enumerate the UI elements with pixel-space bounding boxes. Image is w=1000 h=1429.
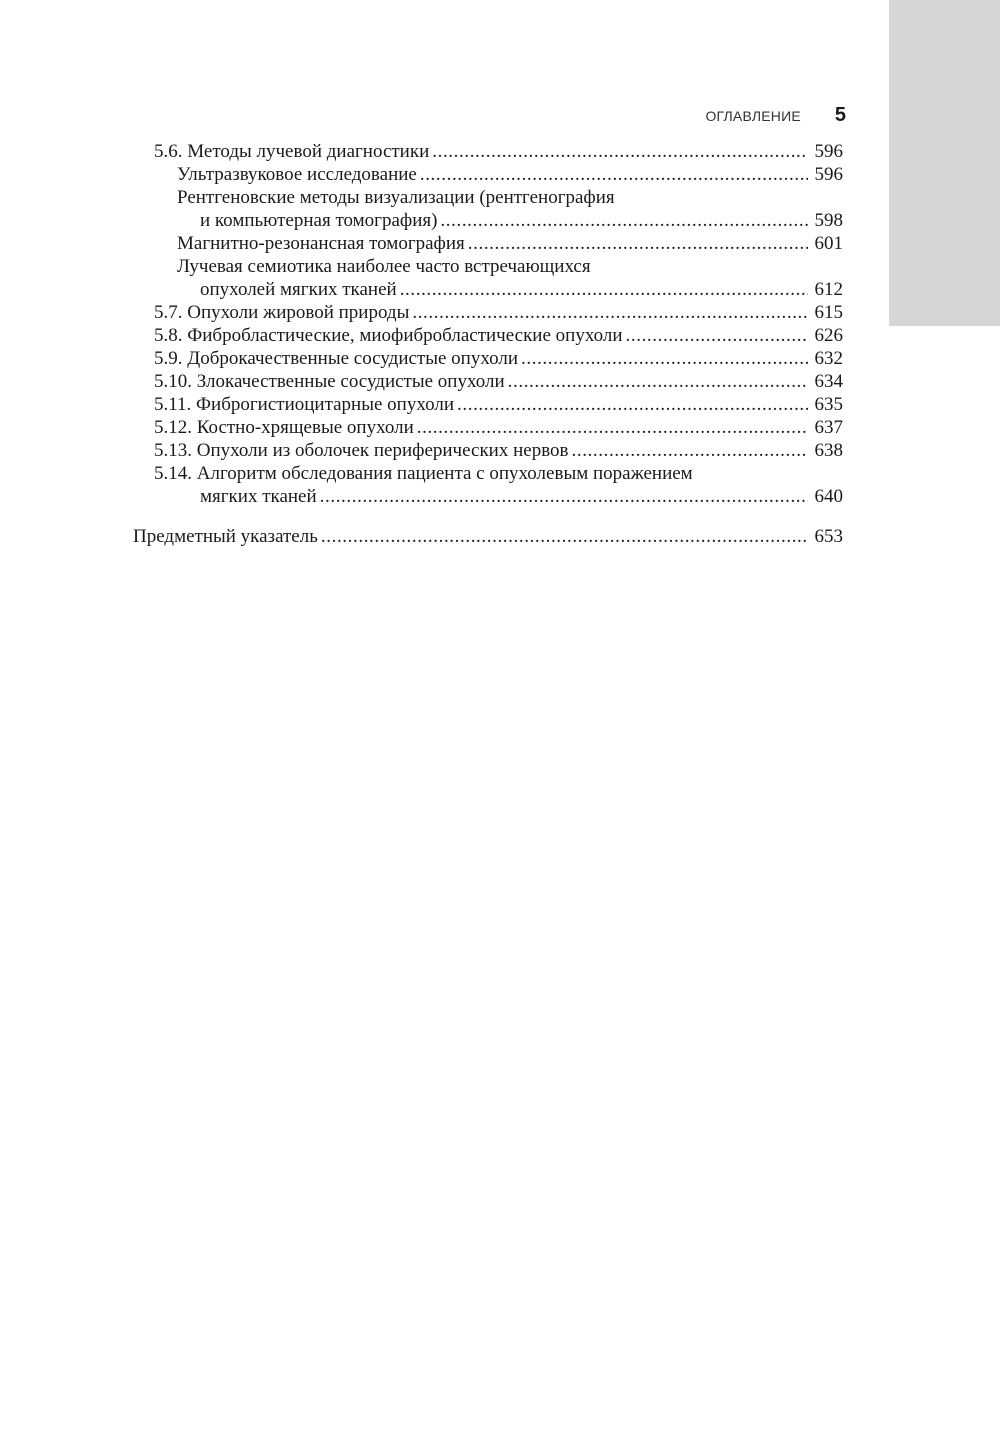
toc-page-number: 615 — [814, 302, 843, 323]
toc-entry-title: Рентгеновские методы визуализации (рентгенография — [177, 187, 615, 208]
toc-entry-continued — [133, 255, 843, 278]
toc-entry[interactable] — [133, 301, 843, 324]
toc-page-number: 596 — [814, 164, 843, 185]
toc-entry-title: 5.7. Опухоли жировой природы — [154, 302, 410, 323]
toc-page-number: 640 — [814, 486, 843, 507]
toc-entry-title: и компьютерная томография) — [200, 210, 438, 231]
toc-dot-leader — [400, 278, 808, 301]
toc-dot-leader — [572, 439, 808, 462]
toc-entry-title: Предметный указатель — [133, 526, 318, 547]
toc-dot-leader — [468, 232, 808, 255]
toc-entry[interactable] — [133, 278, 843, 301]
toc-entry[interactable] — [133, 209, 843, 232]
toc-entry-title: 5.9. Доброкачественные сосудистые опухоли — [154, 348, 519, 369]
toc-page-number: 598 — [814, 210, 843, 231]
toc-entry[interactable] — [133, 525, 843, 548]
toc-page-number: 596 — [814, 141, 843, 162]
toc-entry[interactable] — [133, 416, 843, 439]
toc-entry[interactable] — [133, 140, 843, 163]
toc-entry-title: Лучевая семиотика наиболее часто встречающихся — [177, 256, 591, 277]
toc-entry-title: 5.11. Фиброгистиоцитарные опухоли — [154, 394, 455, 415]
running-head — [600, 104, 846, 127]
toc-entry[interactable] — [133, 163, 843, 186]
toc-page-number: 637 — [814, 417, 843, 438]
toc-page-number: 601 — [814, 233, 843, 254]
toc-entry-title: Ультразвуковое исследование — [177, 164, 417, 185]
toc-entry-continued — [133, 462, 843, 485]
toc-dot-leader — [440, 209, 808, 232]
toc-dot-leader — [412, 301, 808, 324]
toc-entry-title: Магнитно-резонансная томография — [177, 233, 465, 254]
toc-dot-leader — [521, 347, 808, 370]
toc-page-number: 632 — [814, 348, 843, 369]
running-head-title: ОГЛАВЛЕНИЕ — [705, 108, 801, 124]
toc-dot-leader — [320, 485, 808, 508]
toc-entry-title: 5.8. Фибробластические, миофибробластические опухоли — [154, 325, 623, 346]
toc-page-number: 612 — [814, 279, 843, 300]
toc-entry-title: 5.14. Алгоритм обследования пациента с опухолевым поражением — [154, 463, 693, 484]
toc-entry-title: мягких тканей — [200, 486, 317, 507]
toc-entry[interactable] — [133, 232, 843, 255]
toc-page-number: 626 — [814, 325, 843, 346]
table-of-contents — [133, 140, 843, 548]
toc-dot-leader — [626, 324, 808, 347]
toc-entry[interactable] — [133, 439, 843, 462]
toc-page-number: 638 — [814, 440, 843, 461]
toc-dot-leader — [432, 140, 808, 163]
toc-entry[interactable] — [133, 324, 843, 347]
thumb-index-tab — [889, 0, 1000, 326]
toc-entry-title: опухолей мягких тканей — [200, 279, 397, 300]
page-number: 5 — [834, 104, 846, 126]
toc-entry[interactable] — [133, 393, 843, 416]
toc-entry-title: 5.6. Методы лучевой диагностики — [154, 141, 430, 162]
toc-entry-continued — [133, 186, 843, 209]
toc-dot-leader — [417, 416, 808, 439]
toc-entry[interactable] — [133, 370, 843, 393]
toc-dot-leader — [457, 393, 808, 416]
toc-dot-leader — [508, 370, 808, 393]
toc-dot-leader — [420, 163, 808, 186]
toc-dot-leader — [321, 525, 808, 548]
toc-entry[interactable] — [133, 347, 843, 370]
toc-entry-title: 5.13. Опухоли из оболочек периферических нервов — [154, 440, 569, 461]
toc-entry-title: 5.10. Злокачественные сосудистые опухоли — [154, 371, 505, 392]
toc-entry-title: 5.12. Костно-хрящевые опухоли — [154, 417, 414, 438]
toc-page-number: 635 — [814, 394, 843, 415]
toc-entry[interactable] — [133, 485, 843, 508]
toc-page-number: 634 — [814, 371, 843, 392]
toc-page-number: 653 — [814, 526, 843, 547]
